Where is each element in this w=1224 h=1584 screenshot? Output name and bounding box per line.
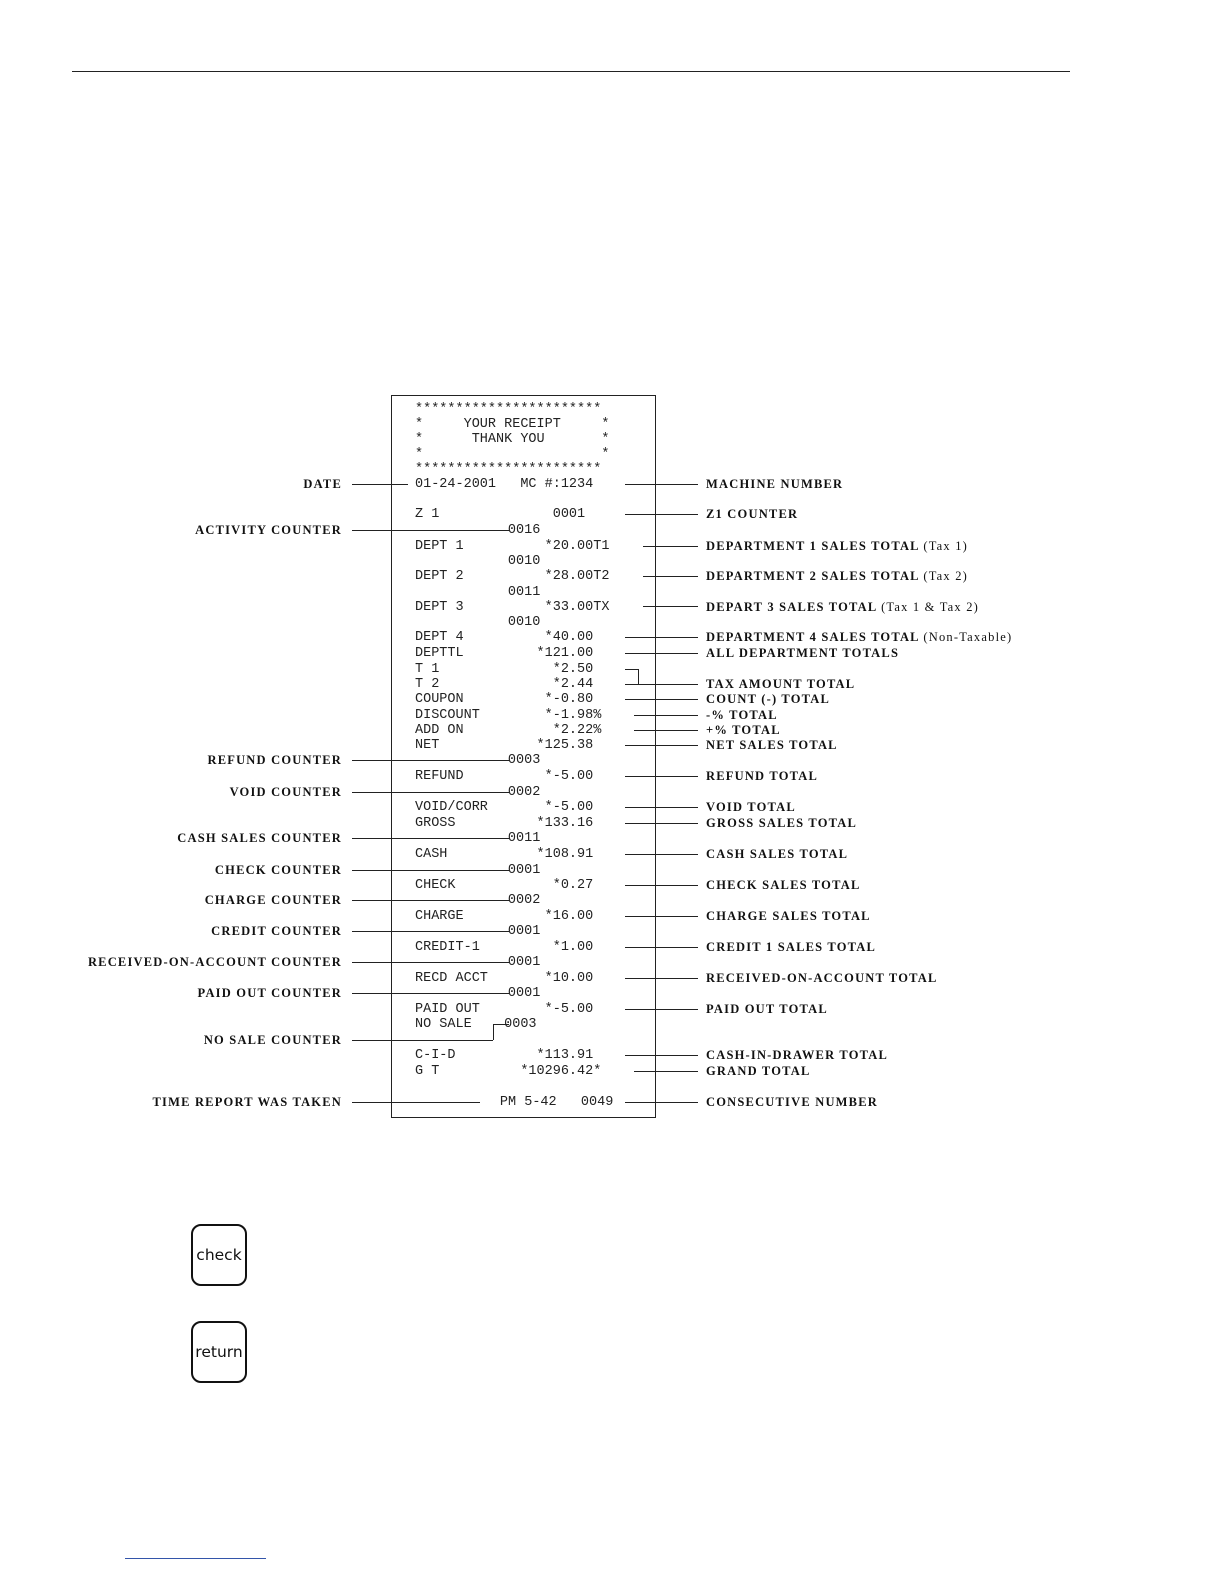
leader-line <box>634 730 698 731</box>
receipt-line-coupon: COUPON *-0.80 <box>415 692 594 707</box>
label-z1-counter: Z1 COUNTER <box>706 507 799 521</box>
label-net-sales-total: NET SALES TOTAL <box>706 738 838 752</box>
receipt-line-addon: ADD ON *2.22% <box>415 723 602 738</box>
label-tax-amount-total: TAX AMOUNT TOTAL <box>706 677 856 691</box>
label-no-sale-counter: NO SALE COUNTER <box>203 1033 342 1047</box>
receipt-line-refund: REFUND *-5.00 <box>415 769 594 784</box>
receipt-line-dept4: DEPT 4 *40.00 <box>415 630 594 645</box>
label-roa-counter: RECEIVED-ON-ACCOUNT COUNTER <box>87 955 342 969</box>
leader-line <box>493 1024 509 1025</box>
receipt-line-net: NET *125.38 <box>415 738 594 753</box>
leader-line <box>638 669 639 684</box>
receipt-line-credit: CREDIT-1 *1.00 <box>415 940 594 955</box>
label-void-total: VOID TOTAL <box>706 800 796 814</box>
receipt-line-counter: 0011 <box>435 585 541 600</box>
leader-line <box>625 514 698 515</box>
leader-line <box>643 606 698 607</box>
leader-line <box>493 1024 494 1040</box>
leader-line <box>352 931 509 932</box>
label-activity-counter: ACTIVITY COUNTER <box>195 523 342 537</box>
receipt-line-counter: 0003 <box>435 753 541 768</box>
receipt-line-dept1: DEPT 1 *20.00T1 <box>415 539 610 554</box>
receipt-header-line: * * <box>415 447 610 462</box>
leader-line <box>625 653 698 654</box>
receipt-header-line: *********************** <box>415 462 602 477</box>
check-key-label: check <box>196 1246 242 1264</box>
receipt-line-counter: 0001 <box>435 863 541 878</box>
receipt-line-date: 01-24-2001 MC #:1234 <box>415 477 594 492</box>
leader-line <box>352 870 509 871</box>
leader-line <box>352 1102 480 1103</box>
receipt-line-time: PM 5-42 0049 <box>427 1095 614 1110</box>
receipt-line-cash: CASH *108.91 <box>415 847 594 862</box>
leader-line <box>625 854 698 855</box>
label-dept4-total: DEPARTMENT 4 SALES TOTAL (Non-Taxable) <box>706 630 1013 644</box>
label-gross-sales-total: GROSS SALES TOTAL <box>706 816 858 830</box>
leader-line <box>352 760 509 761</box>
label-dept3-total: DEPART 3 SALES TOTAL (Tax 1 & Tax 2) <box>706 600 980 614</box>
receipt-line-counter: 0002 <box>435 893 541 908</box>
label-credit1-sales-total: CREDIT 1 SALES TOTAL <box>706 940 877 954</box>
receipt-line-no-sale: NO SALE 0003 <box>415 1017 537 1032</box>
leader-line <box>625 1009 698 1010</box>
label-refund-counter: REFUND COUNTER <box>207 753 342 767</box>
label-dept2-total: DEPARTMENT 2 SALES TOTAL (Tax 2) <box>706 569 969 583</box>
receipt-line-counter: 0010 <box>435 554 541 569</box>
label-refund-total: REFUND TOTAL <box>706 769 818 783</box>
leader-line <box>352 993 509 994</box>
top-rule <box>72 71 1070 72</box>
label-check-sales-total: CHECK SALES TOTAL <box>706 878 861 892</box>
leader-line <box>643 546 698 547</box>
receipt-line-check: CHECK *0.27 <box>415 878 594 893</box>
leader-line <box>352 792 509 793</box>
leader-line <box>625 1102 698 1103</box>
footer-rule <box>125 1558 266 1559</box>
leader-line <box>352 484 408 485</box>
receipt-line-gt: G T *10296.42* <box>415 1064 602 1079</box>
label-grand-total: GRAND TOTAL <box>706 1064 811 1078</box>
label-machine-number: MACHINE NUMBER <box>706 477 844 491</box>
leader-line <box>625 1055 698 1056</box>
leader-line <box>625 745 698 746</box>
leader-line <box>625 947 698 948</box>
leader-line <box>625 484 698 485</box>
leader-line <box>352 1040 493 1041</box>
receipt-line-counter: 0011 <box>435 831 541 846</box>
label-check-counter: CHECK COUNTER <box>214 863 342 877</box>
label-consecutive-number: CONSECUTIVE NUMBER <box>706 1095 878 1109</box>
receipt-line-counter: 0010 <box>435 615 541 630</box>
receipt-line-gross: GROSS *133.16 <box>415 816 594 831</box>
leader-line <box>352 530 509 531</box>
leader-line <box>352 900 509 901</box>
leader-line <box>625 699 698 700</box>
receipt-line-void: VOID/CORR *-5.00 <box>415 800 594 815</box>
label-time-report: TIME REPORT WAS TAKEN <box>152 1095 342 1109</box>
leader-line <box>625 807 698 808</box>
label-charge-counter: CHARGE COUNTER <box>204 893 342 907</box>
receipt-line-z1: Z 1 0001 <box>415 507 586 522</box>
leader-line <box>625 669 638 670</box>
receipt-line-t2: T 2 *2.44 <box>415 677 594 692</box>
label-dept1-total: DEPARTMENT 1 SALES TOTAL (Tax 1) <box>706 539 969 553</box>
receipt-line-dept3: DEPT 3 *33.00TX <box>415 600 610 615</box>
return-key-icon <box>191 1321 247 1383</box>
leader-line <box>352 838 509 839</box>
receipt-line-cid: C-I-D *113.91 <box>415 1048 594 1063</box>
leader-line <box>625 684 698 685</box>
leader-line <box>634 1071 698 1072</box>
label-cash-sales-total: CASH SALES TOTAL <box>706 847 849 861</box>
receipt-line-depttl: DEPTTL *121.00 <box>415 646 594 661</box>
leader-line <box>643 576 698 577</box>
receipt-line-charge: CHARGE *16.00 <box>415 909 594 924</box>
leader-line <box>625 776 698 777</box>
leader-line <box>625 637 698 638</box>
return-key-label: return <box>195 1343 243 1361</box>
leader-line <box>625 885 698 886</box>
leader-line <box>352 962 509 963</box>
label-all-department-totals: ALL DEPARTMENT TOTALS <box>706 646 900 660</box>
receipt-line-counter: 0001 <box>435 924 541 939</box>
receipt-line-discount: DISCOUNT *-1.98% <box>415 708 602 723</box>
label-cash-in-drawer-total: CASH-IN-DRAWER TOTAL <box>706 1048 889 1062</box>
receipt-line-counter: 0016 <box>435 523 541 538</box>
label-plus-pct-total: +% TOTAL <box>706 723 781 737</box>
label-date: DATE <box>303 477 342 491</box>
leader-line <box>625 916 698 917</box>
leader-line <box>625 823 698 824</box>
label-credit-counter: CREDIT COUNTER <box>211 924 342 938</box>
receipt-header-line: * YOUR RECEIPT * <box>415 417 610 432</box>
check-key-icon <box>191 1224 247 1286</box>
receipt-line-t1: T 1 *2.50 <box>415 662 594 677</box>
receipt-header-line: * THANK YOU * <box>415 432 610 447</box>
label-void-counter: VOID COUNTER <box>229 785 342 799</box>
receipt-line-dept2: DEPT 2 *28.00T2 <box>415 569 610 584</box>
leader-line <box>634 715 698 716</box>
label-roa-total: RECEIVED-ON-ACCOUNT TOTAL <box>706 971 938 985</box>
receipt-line-paid-out: PAID OUT *-5.00 <box>415 1002 594 1017</box>
label-cash-sales-counter: CASH SALES COUNTER <box>177 831 342 845</box>
label-charge-sales-total: CHARGE SALES TOTAL <box>706 909 871 923</box>
label-minus-pct-total: -% TOTAL <box>706 708 778 722</box>
leader-line <box>625 978 698 979</box>
receipt-line-counter: 0001 <box>435 986 541 1001</box>
label-paid-out-counter: PAID OUT COUNTER <box>197 986 342 1000</box>
label-count-total: COUNT (-) TOTAL <box>706 692 831 706</box>
receipt-header-line: *********************** <box>415 402 602 417</box>
receipt-line-counter: 0002 <box>435 785 541 800</box>
label-paid-out-total: PAID OUT TOTAL <box>706 1002 828 1016</box>
receipt-line-recd-acct: RECD ACCT *10.00 <box>415 971 594 986</box>
receipt-line-counter: 0001 <box>435 955 541 970</box>
